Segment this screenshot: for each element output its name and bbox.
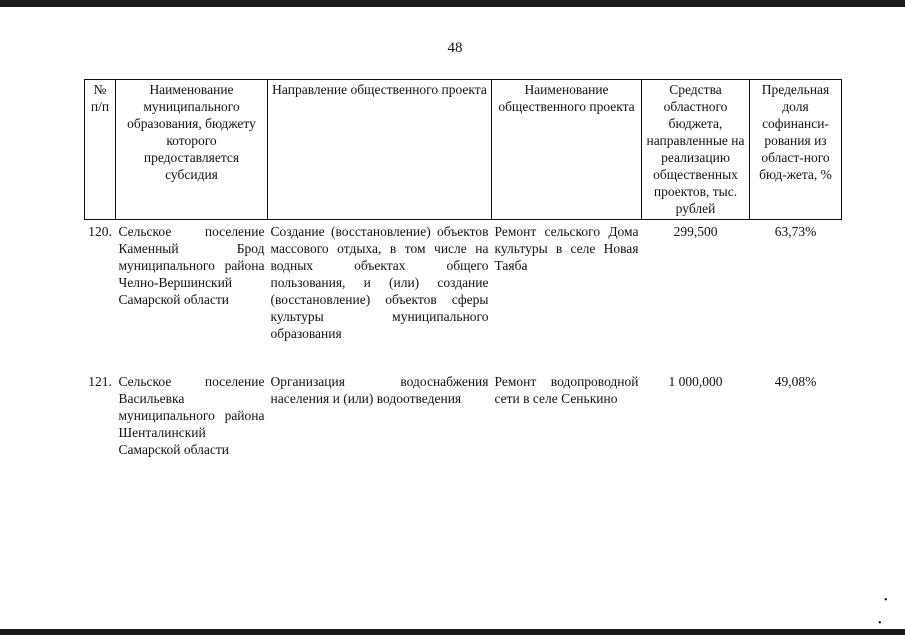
scan-speck: •: [878, 618, 882, 629]
row-number: 121.: [88, 374, 112, 389]
subsidy-table: [84, 79, 842, 486]
page-number: 48: [447, 40, 463, 56]
row-project: Ремонт сельского Дома культуры в селе Новая Таяба: [494, 224, 639, 273]
row-municipality: Сельское поселение Васильевка муниципального района Шенталинский Самарской области: [118, 374, 265, 457]
scan-speck: •: [884, 595, 888, 606]
row-municipality: Сельское поселение Каменный Брод муниципального района Челно-Вершинский Самарской области: [118, 224, 265, 307]
header-amount: Средства областного бюджета, направленные на реализацию общественных проектов, тыс. рублей: [642, 80, 750, 220]
row-amount: 1 000,000: [668, 374, 723, 389]
row-amount: 299,500: [673, 224, 718, 239]
scan-top-edge: [0, 0, 905, 7]
row-direction: Создание (восстановление) объектов массового отдыха, в том числе на водных объектах общего пользования, и (или) создание (восстановление) объектов сферы культуры муниципального образования: [270, 224, 489, 341]
header-number: № п/п: [85, 80, 116, 220]
row-project: Ремонт водопроводной сети в селе Сенькино: [494, 374, 639, 406]
header-row: [85, 80, 842, 220]
table-row: [85, 220, 842, 371]
row-share: 49,08%: [774, 374, 817, 389]
header-direction: Направление общественного проекта: [268, 80, 492, 220]
header-share: Предельная доля софинанси-рования из област-ного бюд-жета, %: [750, 80, 842, 220]
row-share: 63,73%: [774, 224, 817, 239]
header-municipality: Наименование муниципального образования, бюджету которого предоставляется субсидия: [116, 80, 268, 220]
row-number: 120.: [88, 224, 112, 239]
table-row: [85, 370, 842, 486]
row-direction: Организация водоснабжения населения и (или) водоотведения: [270, 374, 489, 406]
header-project: Наименование общественного проекта: [492, 80, 642, 220]
scan-bottom-edge: [0, 629, 905, 635]
table-header: [85, 80, 842, 220]
table-body: [85, 220, 842, 487]
